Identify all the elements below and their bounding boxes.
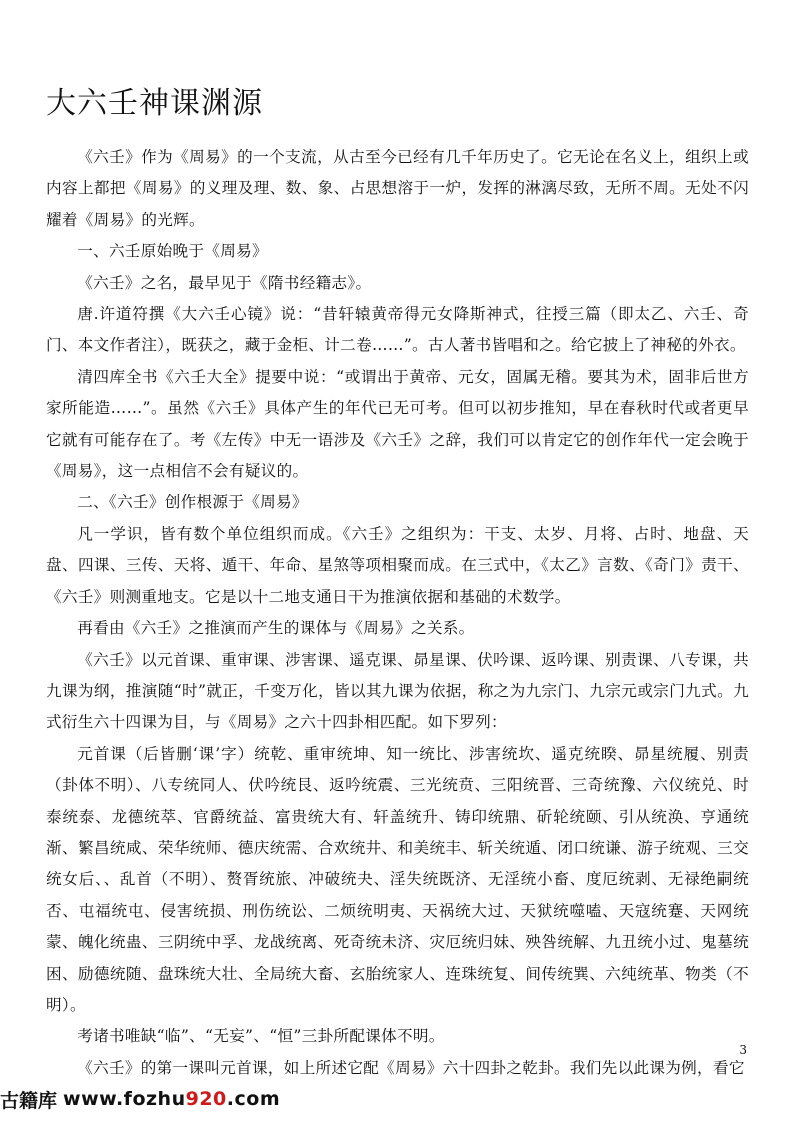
paragraph: 凡一学识，皆有数个单位组织而成。《六壬》之组织为：干支、太岁、月将、占时、地盘、天盘、四课、三传、天将、遁干、年命、星煞等项相聚而成。在三式中，《太乙》言数、《奇门》责干、《六壬》则测重地支。它是以十二地支通日干为推演依据和基础的术数学。 <box>46 524 749 606</box>
url-number: 920 <box>185 1088 227 1110</box>
body-text <box>46 142 749 1084</box>
paragraph: 考诸书唯缺“临”、“无妄”、“恒”三卦所配课体不明。 <box>77 1027 445 1046</box>
footer-watermark <box>0 1082 280 1116</box>
site-name: 古籍库 <box>0 1089 58 1112</box>
paragraph: 清四库全书《六壬大全》提要中说：“或谓出于黄帝、元女，固属无稽。要其为术，固非后世方家所能造……”。虽然《六壬》具体产生的年代已无可考。但可以初步推知，早在春秋时代或者更早它就有可能存在了。考《左传》中无一语涉及《六壬》之辞，我们可以肯定它的创作年代一定会晚于《周易》，这一点相信不会有疑议的。 <box>46 367 749 481</box>
url-suffix: .com <box>226 1088 281 1110</box>
paragraph: 《六壬》之名，最早见于《隋书经籍志》。 <box>77 273 372 292</box>
page-title: 大六壬神课渊源 <box>46 86 263 121</box>
section-heading: 一、六壬原始晚于《周易》 <box>77 242 268 261</box>
paragraph: 《六壬》作为《周易》的一个支流，从古至今已经有几千年历史了。它无论在名义上，组织上或内容上都把《周易》的义理及理、数、象、占思想溶于一炉，发挥的淋漓尽致，无所不周。无处不闪耀着《周易》的光辉。 <box>46 148 749 229</box>
page-number: 3 <box>739 1043 747 1057</box>
paragraph: 元首课（后皆删‘课’字）统乾、重审统坤、知一统比、涉害统坎、遥克统睽、昴星统履、别责（卦体不明）、八专统同人、伏吟统艮、返吟统震、三光统贲、三阳统晋、三奇统豫、六仪统兑、时泰统泰、龙德统萃、官爵统益、富贵统大有、轩盖统升、铸印统鼎、斫轮统颐、引从统涣、亨通统渐、繁昌统咸、荣华统师、德庆统需、合欢统井、和美统丰、斩关统遁、闭口统谦、游子统观、三交统女后、、乱首（不明）、赘胥统旅、冲破统夬、淫失统既济、无淫统小畜、度厄统剥、无禄绝嗣统否、屯福统屯、侵害统损、刑伤统讼、二烦统明夷、天祸统大过、天狱统噬嗑、天寇统蹇、天网统蒙、魄化统蛊、三阴统中孚、龙战统离、死奇统未济、灾厄统归妹、殃咎统解、九丑统小过、鬼墓统困、励德统随、盘珠统大壮、全局统大畜、玄胎统家人、连珠统复、间传统巽、六纯统革、物类（不明）。 <box>46 744 749 1014</box>
url-prefix: www.fozhu <box>63 1088 186 1110</box>
paragraph: 唐.许道符撰《大六壬心镜》说：“昔轩辕黄帝得元女降斯神式，往授三篇（即太乙、六壬、奇门、本文作者注），既获之，藏于金柜、计二卷……”。古人著书皆唱和之。给它披上了神秘的外衣。 <box>46 305 749 355</box>
paragraph: 《六壬》的第一课叫元首课，如上所述它配《周易》六十四卦之乾卦。我们先以此课为例，看它 <box>77 1058 745 1077</box>
site-url <box>63 1088 280 1110</box>
section-heading: 二、《六壬》创作根源于《周易》 <box>77 493 308 512</box>
paragraph: 《六壬》以元首课、重审课、涉害课、遥克课、昴星课、伏吟课、返吟课、别责课、八专课，共九课为纲，推演随“时”就正，千变万化，皆以其九课为依据，称之为九宗门、九宗元或宗门九式。九式衍生六十四课为目，与《周易》之六十四卦相匹配。如下罗列： <box>46 650 749 732</box>
paragraph: 再看由《六壬》之推演而产生的课体与《周易》之关系。 <box>77 619 475 638</box>
